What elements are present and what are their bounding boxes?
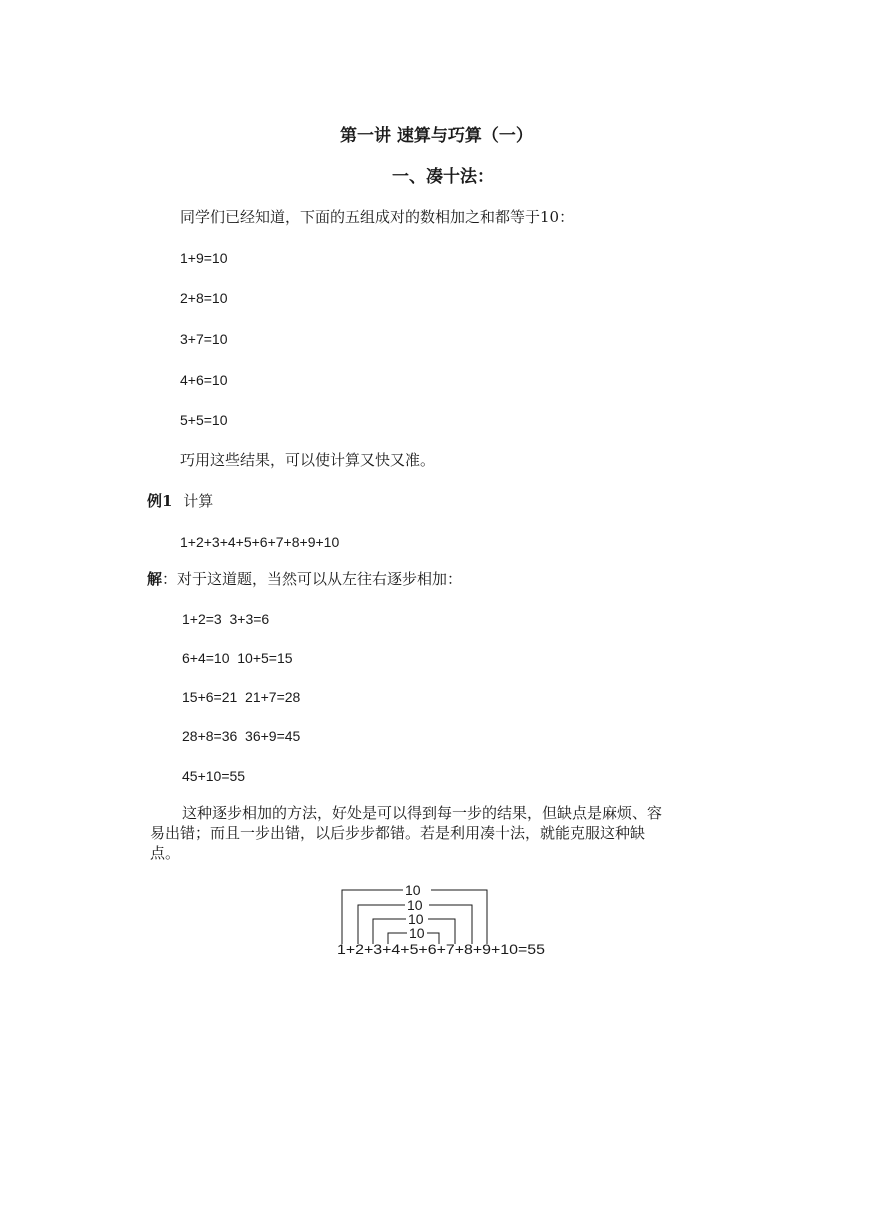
pair-equation-5: 5+5=10 <box>180 412 228 428</box>
solution-colon: ： <box>162 570 178 588</box>
solution-heading <box>147 572 462 587</box>
pair-equation-3: 3+7=10 <box>180 331 228 347</box>
bracket-label-outer: 10 <box>405 882 421 898</box>
pair-equation-2: 2+8=10 <box>180 290 228 306</box>
intro-conclusion: 巧用这些结果，可以使计算又快又准。 <box>180 451 436 469</box>
example-expression: 1+2+3+4+5+6+7+8+9+10 <box>180 534 340 550</box>
remark-line-3: 点。 <box>150 844 181 862</box>
example-instruction: 计算 <box>183 492 214 510</box>
diagram-equation: 1+2+3+4+5+6+7+8+9+10=55 <box>337 941 546 957</box>
solution-step-5: 45+10=55 <box>182 768 246 784</box>
solution-step-1: 1+2=3 3+3=6 <box>182 611 270 627</box>
solution-step-2: 6+4=10 10+5=15 <box>182 650 293 666</box>
solution-label: 解 <box>147 570 163 588</box>
example-label: 例1 <box>147 492 173 510</box>
pair-equation-4: 4+6=10 <box>180 372 228 388</box>
pairing-diagram <box>335 880 555 960</box>
solution-step-4: 28+8=36 36+9=45 <box>182 728 301 744</box>
bracket-label-second: 10 <box>407 897 423 913</box>
bracket-label-third: 10 <box>408 911 424 927</box>
bracket-label-inner: 10 <box>409 925 425 941</box>
remark-line-1: 这种逐步相加的方法，好处是可以得到每一步的结果，但缺点是麻烦、容 <box>182 804 663 822</box>
solution-step-3: 15+6=21 21+7=28 <box>182 689 301 705</box>
pair-equation-1: 1+9=10 <box>180 250 228 266</box>
remark-line-2: 易出错；而且一步出错，以后步步都错。若是利用凑十法，就能克服这种缺 <box>150 824 646 842</box>
section-title: 一、凑十法： <box>392 167 494 187</box>
example-heading <box>147 494 213 509</box>
intro-paragraph: 同学们已经知道，下面的五组成对的数相加之和都等于10： <box>180 208 575 226</box>
solution-intro: 对于这道题，当然可以从左往右逐步相加： <box>177 570 463 588</box>
lecture-title: 第一讲 速算与巧算（一） <box>340 126 533 146</box>
